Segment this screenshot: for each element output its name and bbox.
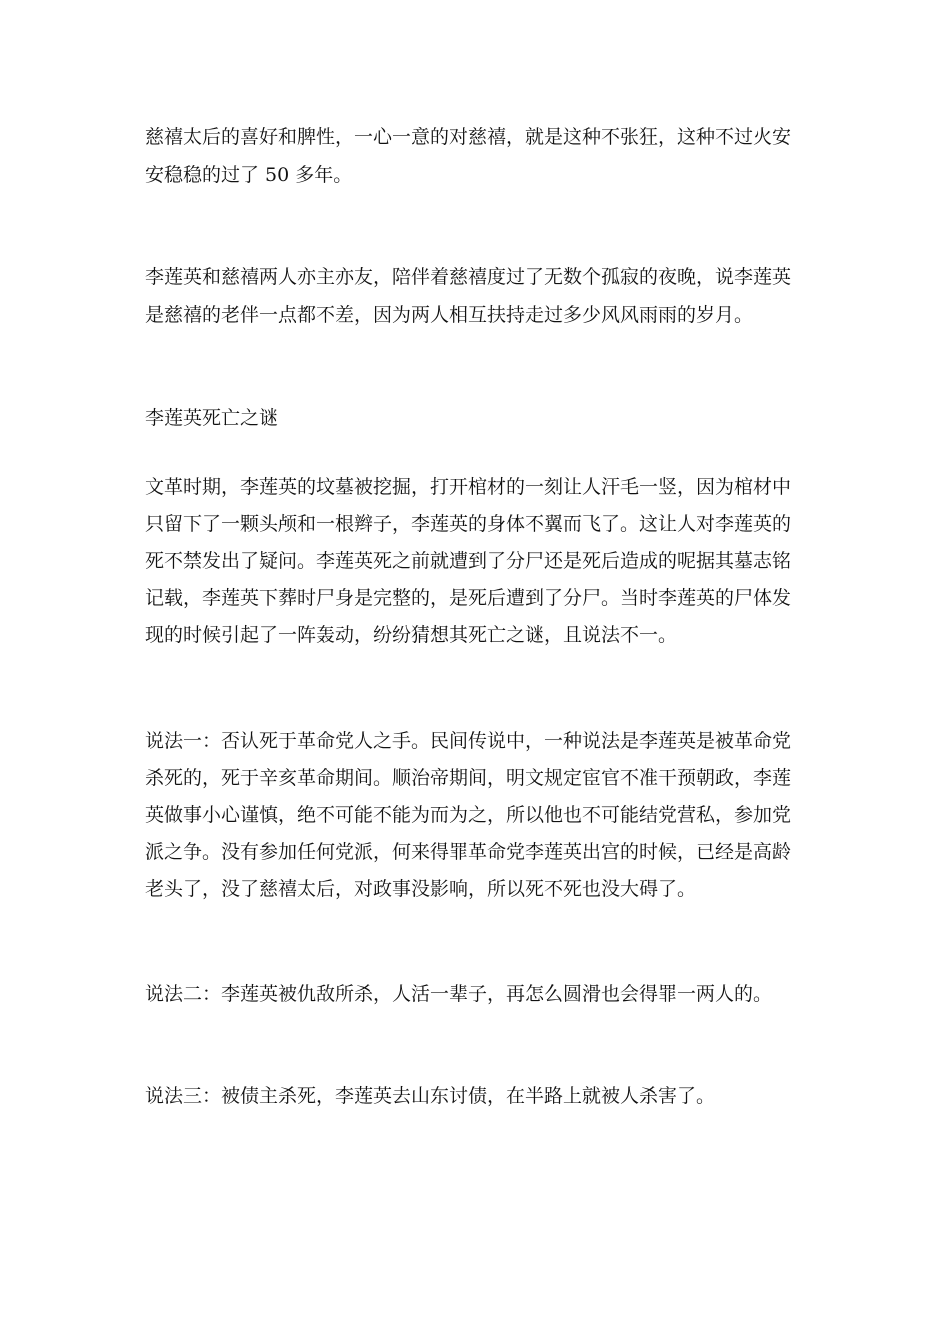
text-line: 只留下了一颗头颅和一根辫子，李莲英的身体不翼而飞了。这让人对李莲英的: [145, 513, 792, 535]
text-line: 说法一：否认死于革命党人之手。民间传说中，一种说法是李莲英是被革命党: [145, 730, 792, 752]
text-line: 说法二：李莲英被仇敌所杀，人活一辈子，再怎么圆滑也会得罪一两人的。: [145, 983, 773, 1005]
text-line: 老头了，没了慈禧太后，对政事没影响，所以死不死也没大碍了。: [145, 878, 697, 900]
text-line: 死不禁发出了疑问。李莲英死之前就遭到了分尸还是死后造成的呢据其墓志铭: [145, 550, 792, 572]
text-line: 李莲英和慈禧两人亦主亦友，陪伴着慈禧度过了无数个孤寂的夜晚，说李莲英: [145, 266, 792, 288]
text-line: 杀死的，死于辛亥革命期间。顺治帝期间，明文规定宦官不准干预朝政，李莲: [145, 767, 792, 789]
text-line: 现的时候引起了一阵轰动，纷纷猜想其死亡之谜，且说法不一。: [145, 624, 678, 646]
text-line: 是慈禧的老伴一点都不差，因为两人相互扶持走过多少风风雨雨的岁月。: [145, 304, 754, 326]
text-line: 英做事小心谨慎，绝不可能不能为而为之，所以他也不可能结党营私，参加党: [145, 804, 792, 826]
text-line: 派之争。没有参加任何党派，何来得罪革命党李莲英出宫的时候，已经是高龄: [145, 841, 792, 863]
text-line: 慈禧太后的喜好和脾性，一心一意的对慈禧，就是这种不张狂，这种不过火安: [145, 126, 792, 148]
section-heading: 李莲英死亡之谜: [145, 407, 279, 429]
text-line: 安稳稳的过了 50 多年。: [145, 164, 353, 186]
text-line: 说法三：被债主杀死，李莲英去山东讨债，在半路上就被人杀害了。: [145, 1085, 716, 1107]
text-line: 文革时期，李莲英的坟墓被挖掘，打开棺材的一刻让人汗毛一竖，因为棺材中: [145, 476, 792, 498]
text-line: 记载，李莲英下葬时尸身是完整的，是死后遭到了分尸。当时李莲英的尸体发: [145, 587, 792, 609]
